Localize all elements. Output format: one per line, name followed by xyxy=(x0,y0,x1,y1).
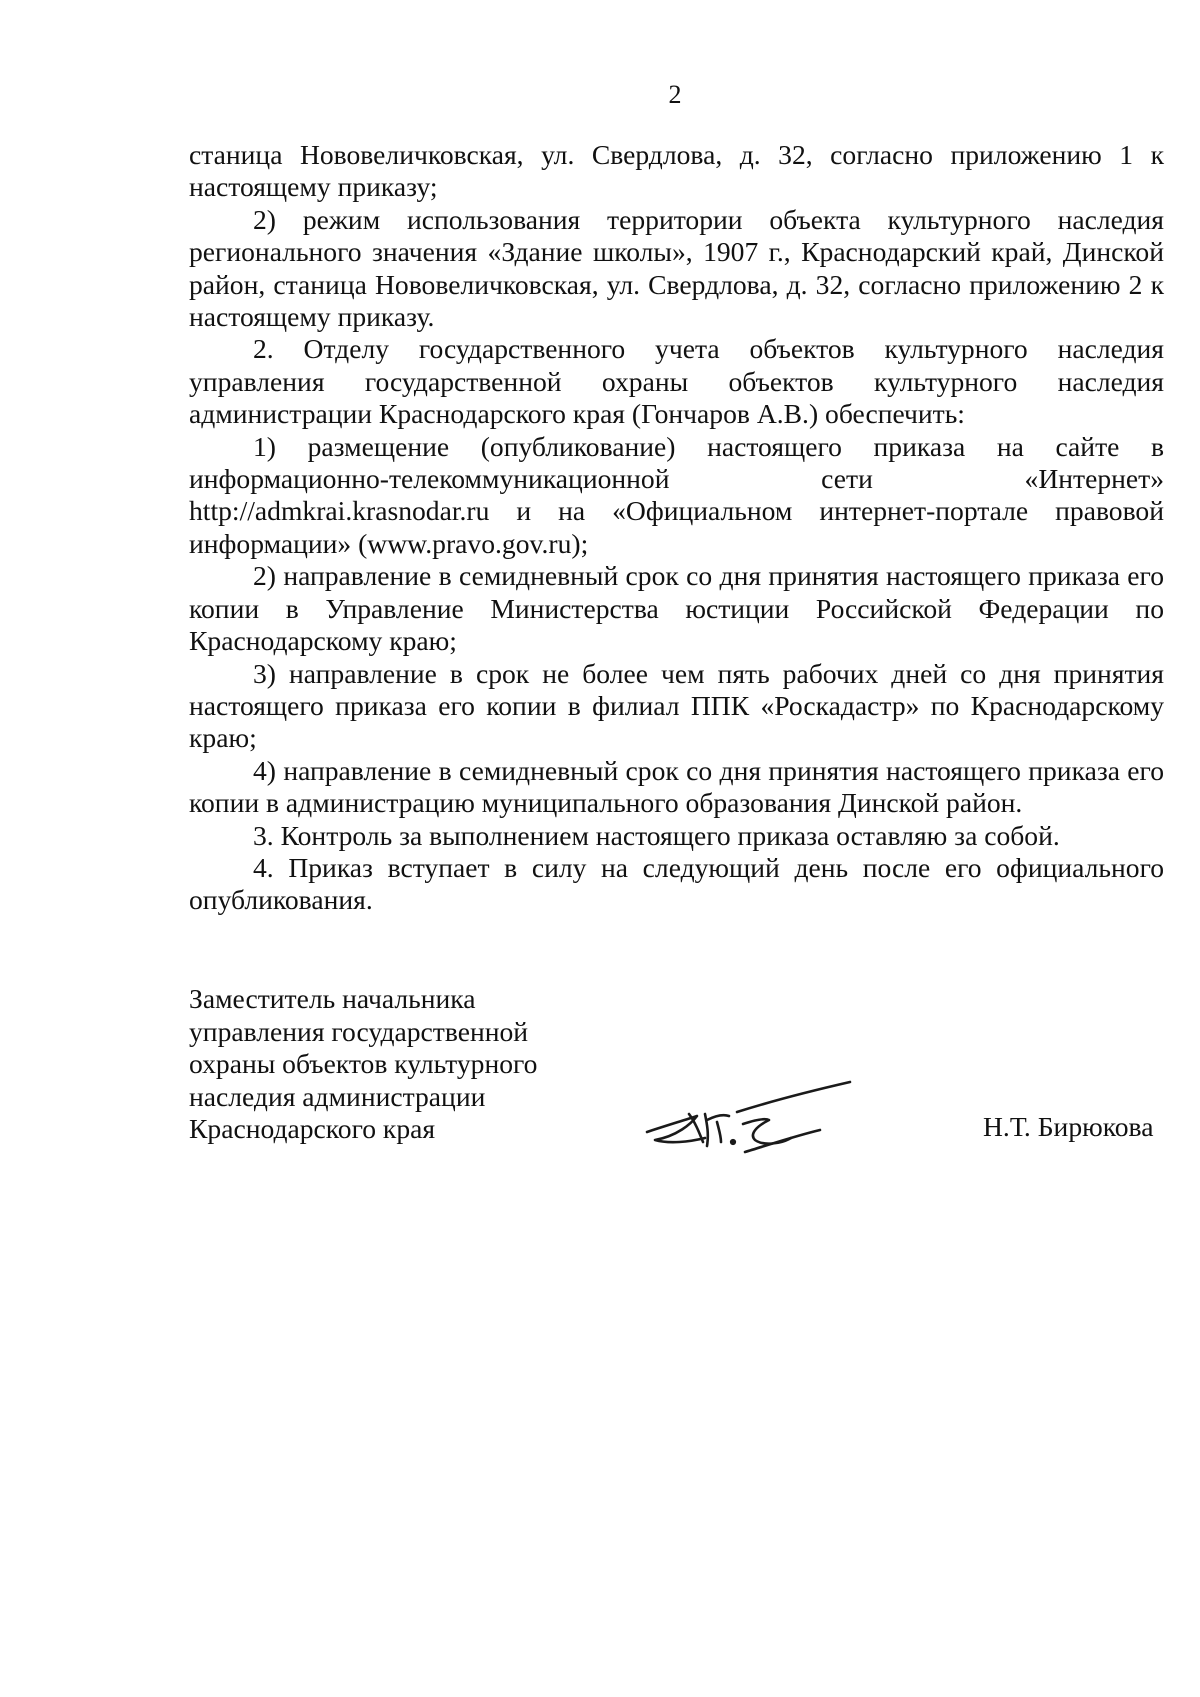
signatory-title-line: наследия администрации xyxy=(189,1080,486,1112)
signatory-title-line: Краснодарского края xyxy=(189,1113,436,1144)
handwritten-signature xyxy=(645,1080,855,1170)
paragraph-item-2-regime: 2) режим использования территории объекта культурного наследия регионального значения «Здание школы», 1907 г., Краснодарский край, Динской район, станица Нововеличковская, ул. Свердлова, д. 32, согласно приложению 2 к настоящему приказу. xyxy=(189,203,1164,333)
paragraph-point-2: 2. Отделу государственного учета объектов культурного наследия управления государственной охраны объектов культурного наследия администрации Краснодарского края (Гончаров А.В.) обеспечить: xyxy=(189,333,1164,430)
paragraph-subitem-1-publication: 1) размещение (опубликование) настоящего приказа на сайте в информационно-телекоммуникационной сети «Интернет» http://admkrai.krasnodar.ru и на «Официальном интернет-портале правовой информации» (www.pravo.gov.ru); xyxy=(189,430,1164,559)
page-number: 2 xyxy=(668,80,682,109)
paragraph-point-3-control: 3. Контроль за выполнением настоящего приказа оставляю за собой. xyxy=(253,819,1060,851)
paragraph-subitem-3-roskadastr: 3) направление в срок не более чем пять рабочих дней со дня принятия настоящего приказа его копии в филиал ППК «Роскадастр» по Краснодарскому краю; xyxy=(189,657,1164,754)
paragraph-continuation: станица Нововеличковская, ул. Свердлова, д. 32, согласно приложению 1 к настоящему приказу; xyxy=(189,139,1164,203)
signatory-name: Н.Т. Бирюкова xyxy=(983,1111,1154,1142)
signatory-title-line: Заместитель начальника xyxy=(189,983,476,1014)
document-body xyxy=(189,139,1164,917)
paragraph-point-4-effective: 4. Приказ вступает в силу на следующий день после его официального опубликования. xyxy=(189,851,1164,916)
signatory-title-line: охраны объектов культурного xyxy=(189,1048,538,1079)
signatory-title-line: управления государственной xyxy=(189,1015,529,1047)
paragraph-subitem-2-justice: 2) направление в семидневный срок со дня принятия настоящего приказа его копии в Управление Министерства юстиции Российской Федерации по Краснодарскому краю; xyxy=(189,560,1164,657)
paragraph-subitem-4-municipality: 4) направление в семидневный срок со дня принятия настоящего приказа его копии в администрацию муниципального образования Динской район. xyxy=(189,754,1164,819)
